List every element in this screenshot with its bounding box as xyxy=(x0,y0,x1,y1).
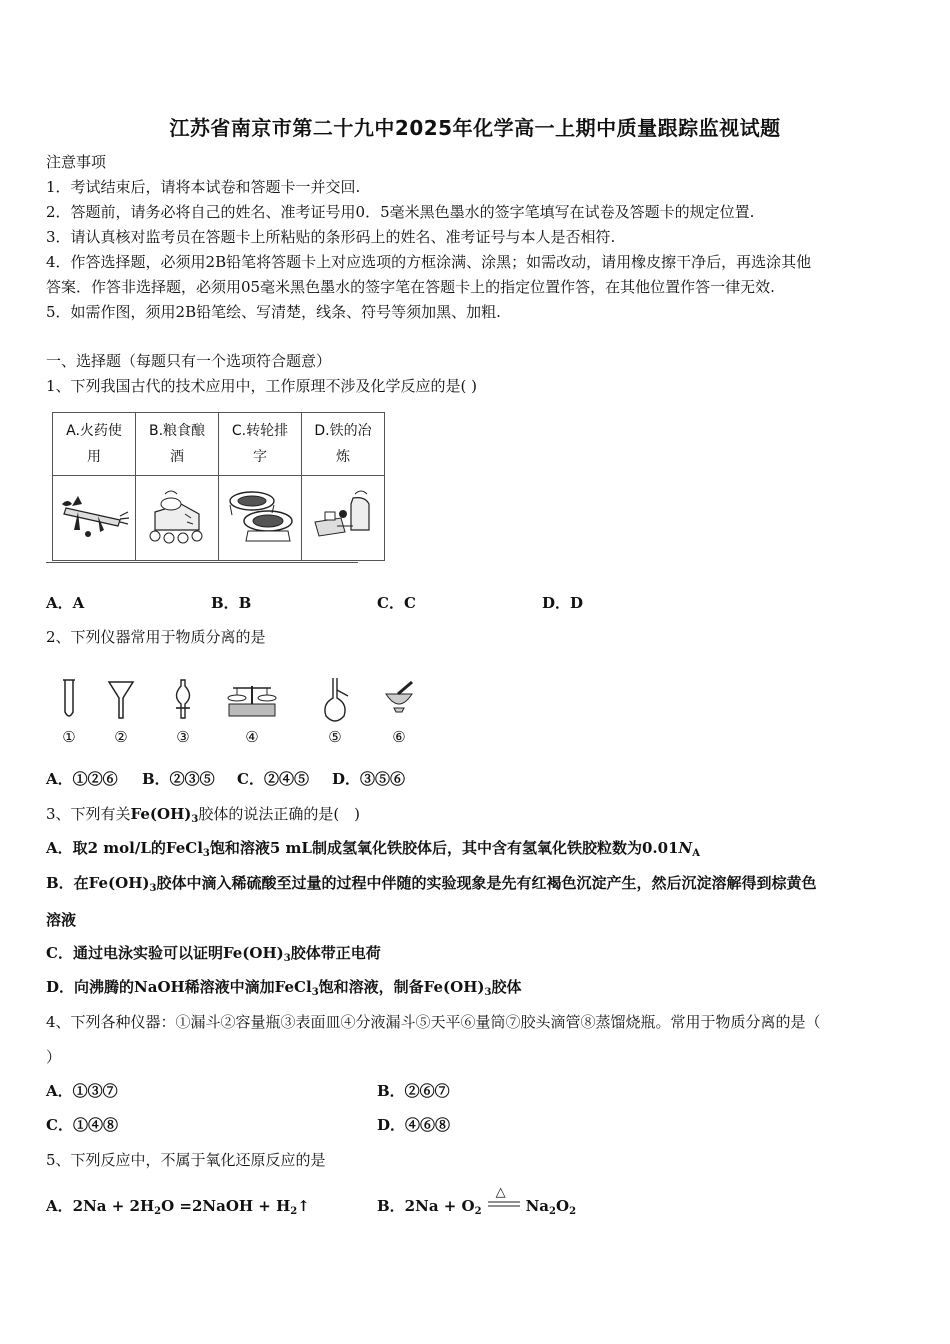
balance-icon xyxy=(224,678,280,748)
q4-option-a[interactable]: A．①③⑦ xyxy=(46,1082,118,1100)
q1-header-d: D.铁的冶 炼 xyxy=(302,413,385,476)
mortar-icon xyxy=(376,678,422,748)
brewing-image xyxy=(136,476,219,561)
instrument-label-3: ③ xyxy=(176,728,190,746)
test-tube-icon xyxy=(46,678,92,748)
q1-stem: 1、下列我国古代的技术应用中，工作原理不涉及化学反应的是( ) xyxy=(46,377,478,395)
q1-table xyxy=(52,412,385,561)
instrument-label-4: ④ xyxy=(245,728,259,746)
q3-stem: 3、下列有关$Fe(OH)_3$胶体的说法正确的是( ) xyxy=(46,805,361,825)
q1-option-d[interactable]: D．D xyxy=(542,594,584,612)
q4-stem-cont: ） xyxy=(46,1048,62,1066)
funnel-icon xyxy=(98,678,144,748)
instrument-label-2: ② xyxy=(114,728,128,746)
instrument-label-6: ⑥ xyxy=(392,728,406,746)
q2-option-b[interactable]: B．②③⑤ xyxy=(142,770,215,788)
q4-stem: 4、下列各种仪器：①漏斗②容量瓶③表面皿④分液漏斗⑤天平⑥量筒⑦胶头滴管⑧蒸馏烧瓶。常用于物质分离的是（ xyxy=(46,1013,821,1031)
q1-option-c[interactable]: C．C xyxy=(377,594,416,612)
q3-option-b-cont: 溶液 xyxy=(46,911,77,929)
q4-option-c[interactable]: C．①④⑧ xyxy=(46,1116,118,1134)
reaction-condition: △ xyxy=(486,1197,522,1217)
notice-item-1: 1．考试结束后，请将本试卷和答题卡一并交回. xyxy=(46,178,361,196)
q3-option-a[interactable]: A．取2 mol/L的FeCl$_3$饱和溶液5 mL制成氢氧化铁胶体后，其中含有氢氧化铁胶粒数为$0.01N_A$ xyxy=(46,839,700,859)
notice-item-4-cont: 答案．作答非选择题，必须用05毫米黑色墨水的签字笔在答题卡上的指定位置作答，在其他位置作答一律无效. xyxy=(46,278,775,296)
distillation-flask-icon xyxy=(312,678,358,748)
q4-option-b[interactable]: B．②⑥⑦ xyxy=(377,1082,450,1100)
gunpowder-image xyxy=(53,476,136,561)
q5-option-b[interactable]: B．$2Na + O_2$ △ $Na_2O_2$ xyxy=(377,1185,577,1217)
notice-heading: 注意事项 xyxy=(46,153,107,171)
instrument-label-1: ① xyxy=(62,728,76,746)
notice-item-5: 5．如需作图，须用2B铅笔绘、写清楚，线条、符号等须加黑、加粗. xyxy=(46,303,501,321)
section-heading: 一、选择题（每题只有一个选项符合题意） xyxy=(46,352,332,370)
q2-option-d[interactable]: D．③⑤⑥ xyxy=(332,770,406,788)
exam-title: 江苏省南京市第二十九中2025年化学高一上期中质量跟踪监视试题 xyxy=(169,116,781,140)
q3-option-c[interactable]: C．通过电泳实验可以证明$Fe(OH)_3$胶体带正电荷 xyxy=(46,944,381,964)
q5-option-a[interactable]: A．$2Na + 2H_2O$ =2NaOH + $H_2↑$ xyxy=(46,1197,310,1217)
q1-option-b[interactable]: B．B xyxy=(211,594,252,612)
notice-item-4: 4．作答选择题，必须用2B铅笔将答题卡上对应选项的方框涂满、涂黑；如需改动，请用橡皮擦干净后，再选涂其他 xyxy=(46,253,812,271)
iron-smelting-image xyxy=(302,476,385,561)
separatory-funnel-icon xyxy=(160,678,206,748)
q4-option-d[interactable]: D．④⑥⑧ xyxy=(377,1116,451,1134)
movable-type-image xyxy=(219,476,302,561)
instrument-label-5: ⑤ xyxy=(328,728,342,746)
q1-option-a[interactable]: A．A xyxy=(46,594,85,612)
q1-header-a: A.火药使 用 xyxy=(53,413,136,476)
q2-option-a[interactable]: A．①②⑥ xyxy=(46,770,118,788)
q1-table-rule xyxy=(46,562,358,563)
notice-item-2: 2．答题前，请务必将自己的姓名、准考证号用0．5毫米黑色墨水的签字笔填写在试卷及答题卡的规定位置. xyxy=(46,203,755,221)
q1-header-c: C.转轮排 字 xyxy=(219,413,302,476)
q1-header-b: B.粮食酿 酒 xyxy=(136,413,219,476)
q3-option-b[interactable]: B．在$Fe(OH)_3$胶体中滴入稀硫酸至过量的过程中伴随的实验现象是先有红褐色沉淀产生，然后沉淀溶解得到棕黄色 xyxy=(46,874,817,894)
q2-option-c[interactable]: C．②④⑤ xyxy=(237,770,309,788)
notice-item-3: 3．请认真核对监考员在答题卡上所粘贴的条形码上的姓名、准考证号与本人是否相符. xyxy=(46,228,616,246)
q3-option-d[interactable]: D．向沸腾的NaOH稀溶液中滴加FeCl$_3$饱和溶液，制备$Fe(OH)_3$胶体 xyxy=(46,978,522,998)
q5-stem: 5、下列反应中，不属于氧化还原反应的是 xyxy=(46,1151,326,1169)
q2-stem: 2、下列仪器常用于物质分离的是 xyxy=(46,628,266,646)
